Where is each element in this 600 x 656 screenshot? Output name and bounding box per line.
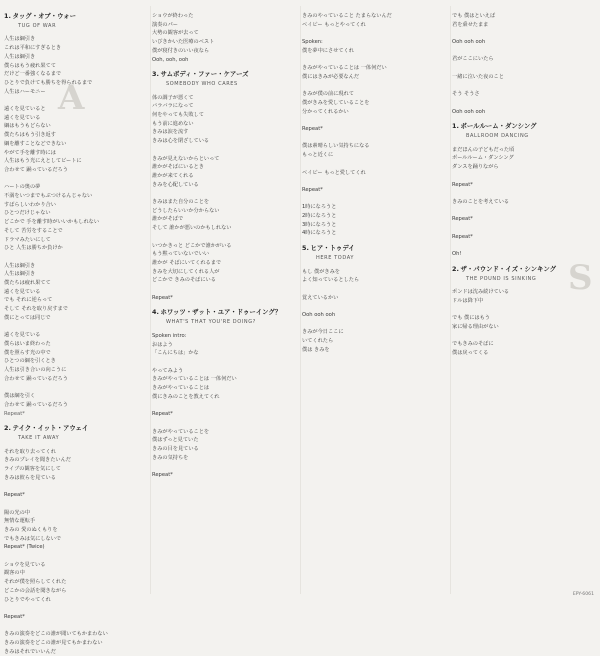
song-english-title: BALLROOM DANCING xyxy=(466,133,529,140)
lyric-line: 人生はハーモニー xyxy=(4,88,46,95)
lyric-line: Repeat* (Twice) xyxy=(4,544,45,551)
lyric-line: ハートの奥の夢 xyxy=(4,184,41,191)
watermark-a: A xyxy=(58,78,85,118)
lyric-line: 僕は戻ってくる xyxy=(452,350,489,357)
repeat-marker: Repeat* xyxy=(4,410,25,417)
lyric-line: 「こんにちは」かな xyxy=(152,350,199,357)
stanza-gap xyxy=(4,604,152,613)
lyric-line: Repeat* xyxy=(152,294,173,301)
lyric-line: ポンドは沈み続けている xyxy=(452,289,510,296)
stanza-gap xyxy=(302,82,450,91)
lyric-line: 綱を離すことなどできない xyxy=(4,140,67,147)
lyric-line: もっと近くに xyxy=(302,152,334,159)
lyric-line: 観客の中 xyxy=(4,570,25,577)
song-block xyxy=(152,12,300,64)
lyric-line: 誰かが来てくれる xyxy=(152,172,194,179)
stanza-gap xyxy=(452,82,600,91)
stanza-gap xyxy=(452,306,600,315)
lyric-line: Repeat* xyxy=(302,126,323,133)
lyric-line: きみは彼らを見ている xyxy=(4,474,56,481)
column-divider xyxy=(450,6,451,594)
lyric-line: 誰かがそばにいるとき xyxy=(152,164,204,171)
lyric-line: これは平和にすぎるとき xyxy=(4,45,62,52)
lyric-line: いびきかいた医療のベスト xyxy=(152,39,215,46)
lyric-line: だけど一番強くなるまで xyxy=(4,71,62,78)
lyric-line: 遠くを見ている xyxy=(4,332,41,339)
lyric-line: 僕にとっては同じで xyxy=(4,314,51,321)
lyric-line: きみの目を見ている xyxy=(152,445,199,452)
lyric-line: ひとつだけじゃない xyxy=(4,210,51,217)
lyric-line: 僕たちはもう引き返す xyxy=(4,132,56,139)
lyric-line: でも 僕にはもう xyxy=(452,315,490,322)
lyric-line: ショウを見ている xyxy=(4,561,46,568)
lyric-line: でもきみは気にしないで xyxy=(4,535,62,542)
stanza-gap xyxy=(452,224,600,233)
watermark-s: S xyxy=(568,258,593,298)
lyric-line: どうしたらいいか分からない xyxy=(152,207,220,214)
stanza-gap xyxy=(452,64,600,73)
song-title: テイク・イット・アウェイ xyxy=(12,424,89,433)
lyric-line: Repeat* xyxy=(452,233,473,240)
stanza-gap xyxy=(302,29,450,38)
lyric-line: ベイビー もっと愛してくれ xyxy=(302,169,366,176)
song-english-title: WHAT'S THAT YOU'RE DOING? xyxy=(166,319,256,326)
lyric-line: 僕にはきみが必要なんだ xyxy=(302,73,360,80)
song-block xyxy=(452,265,600,358)
lyric-line: 1時になろうと xyxy=(302,204,337,211)
stanza-gap xyxy=(4,323,152,332)
lyric-line: いつかきっと どこかで誰かがいる xyxy=(152,242,232,249)
lyric-line: ひとつの綱を引くとき xyxy=(4,358,56,365)
lyric-line: 合わせて 踊っているだろう xyxy=(4,401,68,408)
lyric-line: きみのことを考えている xyxy=(452,198,510,205)
stanza-gap xyxy=(302,134,450,143)
lyric-line: 遠くを見ている xyxy=(4,114,41,121)
lyric-line: そして それを取り戻すまで xyxy=(4,306,68,313)
lyric-line: ひとりでやってくれ xyxy=(4,596,51,603)
lyric-line: ライブの観客を気にして xyxy=(4,466,61,473)
stanza-gap xyxy=(152,419,300,428)
song-english-title: THE POUND IS SINKING xyxy=(466,275,537,282)
lyric-line: Spoken: xyxy=(302,39,323,46)
lyric-line: 僕がきみを愛していることを xyxy=(302,99,370,106)
stanza-gap xyxy=(452,99,600,108)
lyrics-column-1 xyxy=(4,6,152,656)
song-block xyxy=(152,308,300,479)
stanza-gap xyxy=(302,285,450,294)
lyric-line: 体の調子が悪くて xyxy=(152,94,194,101)
song-number: 1. xyxy=(4,12,11,20)
lyric-line: 人生は綱引き xyxy=(4,262,36,269)
stanza-gap xyxy=(152,146,300,155)
lyric-line: 家に帰る理由がない xyxy=(452,324,499,331)
stanza-gap xyxy=(152,189,300,198)
lyric-line: Ooh ooh ooh xyxy=(302,312,336,319)
song-number: 2. xyxy=(4,424,11,433)
lyric-line: 3時になろうと xyxy=(302,221,337,228)
lyric-line: ボールルーム・ダンシング xyxy=(452,155,514,162)
lyric-line: もし 僕がきみを xyxy=(302,268,340,275)
lyric-line: Oh! xyxy=(452,251,462,258)
lyric-line: きみは心を閉ざしている xyxy=(152,138,210,145)
lyric-line: もう黙っていないでいい xyxy=(152,251,210,258)
catalog-number: EPY-6061 xyxy=(572,592,594,597)
song-heading xyxy=(152,70,300,80)
lyric-line: 人生は綱引き xyxy=(4,36,36,43)
lyric-line: 人生はもう光にえとしてビートに xyxy=(4,158,82,165)
song-english-title: TUG OF WAR xyxy=(18,22,57,29)
lyric-line: でも それに逆らって xyxy=(4,297,53,304)
stanza-gap xyxy=(302,177,450,186)
lyric-line: きみは涙を流す xyxy=(152,129,189,136)
lyric-line: ドルは降下中 xyxy=(452,297,484,304)
stanza-gap xyxy=(302,302,450,311)
lyric-line: きみがやっていることは 一体何だい xyxy=(152,376,237,383)
stanza-gap xyxy=(302,56,450,65)
song-block xyxy=(452,12,600,116)
lyric-line: 僕を照らす光の中で xyxy=(4,349,51,356)
lyric-line: よく知っているとしたら xyxy=(302,277,360,284)
stanza-gap xyxy=(152,401,300,410)
lyric-line: どこかで 手を離す時がいいかもしれない xyxy=(4,219,100,226)
lyric-line: Repeat* xyxy=(152,472,173,479)
lyric-line: 合わせて 踊っているだろう xyxy=(4,375,68,382)
song-block xyxy=(302,244,450,354)
stanza-gap xyxy=(152,358,300,367)
song-block xyxy=(4,424,152,656)
lyric-line: そして 苦労をすることで xyxy=(4,227,63,234)
song-number: 1. xyxy=(452,122,459,131)
lyric-line: そして 誰かが悪いのかもしれない xyxy=(152,225,232,232)
song-title: タッグ・オブ・ウォー xyxy=(12,12,76,20)
song-title: ホワッツ・ザット・ユア・ドゥーイング？ xyxy=(160,308,282,317)
lyric-line: 誰かがそばで xyxy=(152,216,184,223)
lyric-line: やがて手を離す時には xyxy=(4,149,56,156)
lyric-line: きみの演奏をどこの誰が聞いてもかまわない xyxy=(4,631,108,638)
lyric-line: きみのプレイを聞きたいんだ xyxy=(4,457,71,464)
lyric-line: まだほんの子どもだった頃 xyxy=(452,146,515,153)
lyric-line: 覚えているかい xyxy=(302,294,339,301)
lyric-line: 遠くを見ている xyxy=(4,288,41,295)
lyric-line: 君がここにいたら xyxy=(452,56,494,63)
lyric-line: どこかの会話を聞きながら xyxy=(4,587,67,594)
lyric-line: おはよう xyxy=(152,341,173,348)
lyric-line: 不満をいつまでもぶつけるんじゃない xyxy=(4,193,93,200)
lyric-line: 綱はもうもどらない xyxy=(4,123,51,130)
stanza-gap xyxy=(152,285,300,294)
lyric-line: きみの気持ちを xyxy=(152,454,189,461)
song-number: 5. xyxy=(302,244,309,253)
lyric-line: きみがやっていることは 一体何だい xyxy=(302,65,387,72)
song-title: サムボディ・ファー・ケアーズ xyxy=(160,70,249,79)
lyric-line: もう前に進めない xyxy=(152,120,194,127)
stanza-gap xyxy=(452,189,600,198)
lyric-line: Repeat* xyxy=(452,181,473,188)
song-heading xyxy=(4,12,152,22)
stanza-gap xyxy=(452,332,600,341)
song-english-title: TAKE IT AWAY xyxy=(18,434,60,441)
song-title: ボールルーム・ダンシング xyxy=(460,122,537,131)
lyric-line: 誰かが そばにいてくれるまで xyxy=(152,259,222,266)
lyrics-column-3 xyxy=(302,6,450,355)
song-english-title: SOMEBODY WHO CARES xyxy=(166,80,238,87)
lyric-line: きみの 愛のぬくもりを xyxy=(4,526,58,533)
lyric-line: でも 僕はといえば xyxy=(452,13,496,19)
lyric-line: 4時になろうと xyxy=(302,230,337,237)
lyric-line: Ooh ooh ooh xyxy=(452,108,486,115)
lyric-line: きみがやっていることを xyxy=(152,428,210,435)
lyric-line: バラバラになって xyxy=(152,103,194,110)
lyric-line: きみがやっていることは xyxy=(152,385,210,392)
lyric-line: 2時になろうと xyxy=(302,213,337,220)
lyric-line: 陽の光の中 xyxy=(4,509,30,516)
lyric-line: 合わせて 踊っているだろう xyxy=(4,166,68,173)
stanza-gap xyxy=(302,116,450,125)
stanza-gap xyxy=(302,160,450,169)
song-heading xyxy=(452,122,600,132)
song-heading xyxy=(152,308,300,318)
lyric-line: Ooh ooh ooh xyxy=(452,39,486,46)
lyric-line: 僕たちは疲れ果てて xyxy=(4,280,51,287)
lyric-line: やってみよう xyxy=(152,367,184,374)
lyric-line: 人生は綱引き xyxy=(4,271,36,278)
lyric-line: 人生は引き合いの向こうに xyxy=(4,367,67,374)
stanza-gap xyxy=(452,207,600,216)
lyric-line: 分かってくれるかい xyxy=(302,108,349,115)
song-number: 3. xyxy=(152,70,159,79)
stanza-gap xyxy=(302,320,450,329)
stanza-gap xyxy=(4,96,152,105)
lyric-line: きみはそれでいいんだ xyxy=(4,648,56,655)
song-english-title: HERE TODAY xyxy=(316,254,354,261)
lyric-line: きみが見えないからといって xyxy=(152,155,220,162)
stanza-gap xyxy=(452,241,600,250)
lyric-line: 僕らはもう疲れ果てて xyxy=(4,62,56,69)
stanza-gap xyxy=(152,233,300,242)
lyric-line: それを取り去ってくれ xyxy=(4,448,56,455)
song-heading xyxy=(452,265,600,275)
lyric-line: 僕を夢中にさせてくれ xyxy=(302,47,354,54)
lyric-line: 僕らはいま終わった xyxy=(4,340,51,347)
song-number: 4. xyxy=(152,308,159,317)
song-block xyxy=(152,70,300,302)
lyric-line: 一緒に泣いた夜のこと xyxy=(452,73,504,80)
lyric-line: ダンスを踊りながら xyxy=(452,164,499,171)
stanza-gap xyxy=(4,500,152,509)
lyric-line: それが僕を照らしてくれた xyxy=(4,579,67,586)
stanza-gap xyxy=(4,175,152,184)
stanza-gap xyxy=(4,552,152,561)
lyric-line: 僕は素晴らしい気持ちになる xyxy=(302,143,370,150)
lyric-line: 何をやっても失敗して xyxy=(152,112,204,119)
song-block xyxy=(452,122,600,258)
lyrics-column-2 xyxy=(152,6,300,480)
song-heading xyxy=(4,424,152,434)
lyric-line: 大勢の観客が去って xyxy=(152,30,199,37)
stanza-gap xyxy=(4,622,152,631)
lyric-line: ひと 人生は勝ちか負けか xyxy=(4,245,63,252)
lyric-line: きみの演奏をどこの誰が見てもかまわない xyxy=(4,640,103,647)
lyric-line: ショウが終わった xyxy=(152,13,194,19)
song-title: ザ・パウンド・イズ・シンキング xyxy=(460,264,556,273)
lyric-line: 君を乗せたまま xyxy=(452,21,489,28)
lyric-line: ひとりで負けても勝ちを得られるまで xyxy=(4,79,93,86)
lyric-line: 僕にきみのことを教えてくれ xyxy=(152,393,220,400)
lyric-line: きみが今日ここに xyxy=(302,329,344,336)
column-divider xyxy=(300,6,301,594)
song-number: 2. xyxy=(452,264,459,273)
stanza-gap xyxy=(152,462,300,471)
lyric-line: いてくれたら xyxy=(302,338,334,345)
lyric-line: 僕が寝付きのいい夜なら xyxy=(152,47,210,54)
lyric-line: どこかで きみのそばにいる xyxy=(152,277,216,284)
lyric-line: 僕は綱を引く xyxy=(4,393,36,400)
lyric-line: きみを大切にしてくれる人が xyxy=(152,268,220,275)
lyric-line: Spoken intro: xyxy=(152,332,187,339)
lyric-line: 僕はずっと見ていた xyxy=(152,437,199,444)
stanza-gap xyxy=(452,47,600,56)
lyric-line: ベイビー もっとやってくれ xyxy=(302,21,366,28)
lyric-line: 遠くを見ていると xyxy=(4,106,46,113)
lyric-line: ドラマみたいにして xyxy=(4,236,51,243)
lyric-line: 僕は きみを xyxy=(302,346,330,353)
lyric-line: すばらしいわかり合い xyxy=(4,201,56,208)
lyric-line: きみが僕の前に現れて xyxy=(302,91,354,98)
stanza-gap xyxy=(4,482,152,491)
song-block xyxy=(4,12,152,418)
lyric-line: 演奏のパー xyxy=(152,21,178,28)
stanza-gap xyxy=(302,195,450,204)
lyric-line: そう そうさ xyxy=(452,91,480,98)
song-block xyxy=(302,12,450,238)
song-title: ヒア・トゥデイ xyxy=(310,244,355,253)
stanza-gap xyxy=(4,253,152,262)
lyric-line: Repeat* xyxy=(152,411,173,418)
lyric-line: Repeat* xyxy=(302,186,323,193)
stanza-gap xyxy=(452,172,600,181)
lyric-line: Repeat* xyxy=(4,613,25,620)
lyric-line: Repeat* xyxy=(452,216,473,223)
lyric-line: Ooh, ooh, ooh xyxy=(152,56,189,63)
song-heading xyxy=(302,244,450,254)
stanza-gap xyxy=(4,383,152,392)
lyrics-column-4 xyxy=(452,6,600,358)
stanza-gap xyxy=(452,29,600,38)
lyric-line: でもきみのそばに xyxy=(452,341,494,348)
lyric-line: きみのやっていること たまらないんだ xyxy=(302,13,392,19)
lyric-line: 人生は綱引き xyxy=(4,53,36,60)
lyric-line: 無情な運転手 xyxy=(4,518,36,525)
lyric-line: きみを心配している xyxy=(152,181,199,188)
lyric-line: Repeat* xyxy=(4,492,25,499)
lyric-line: きみはまた自分のことを xyxy=(152,199,210,206)
